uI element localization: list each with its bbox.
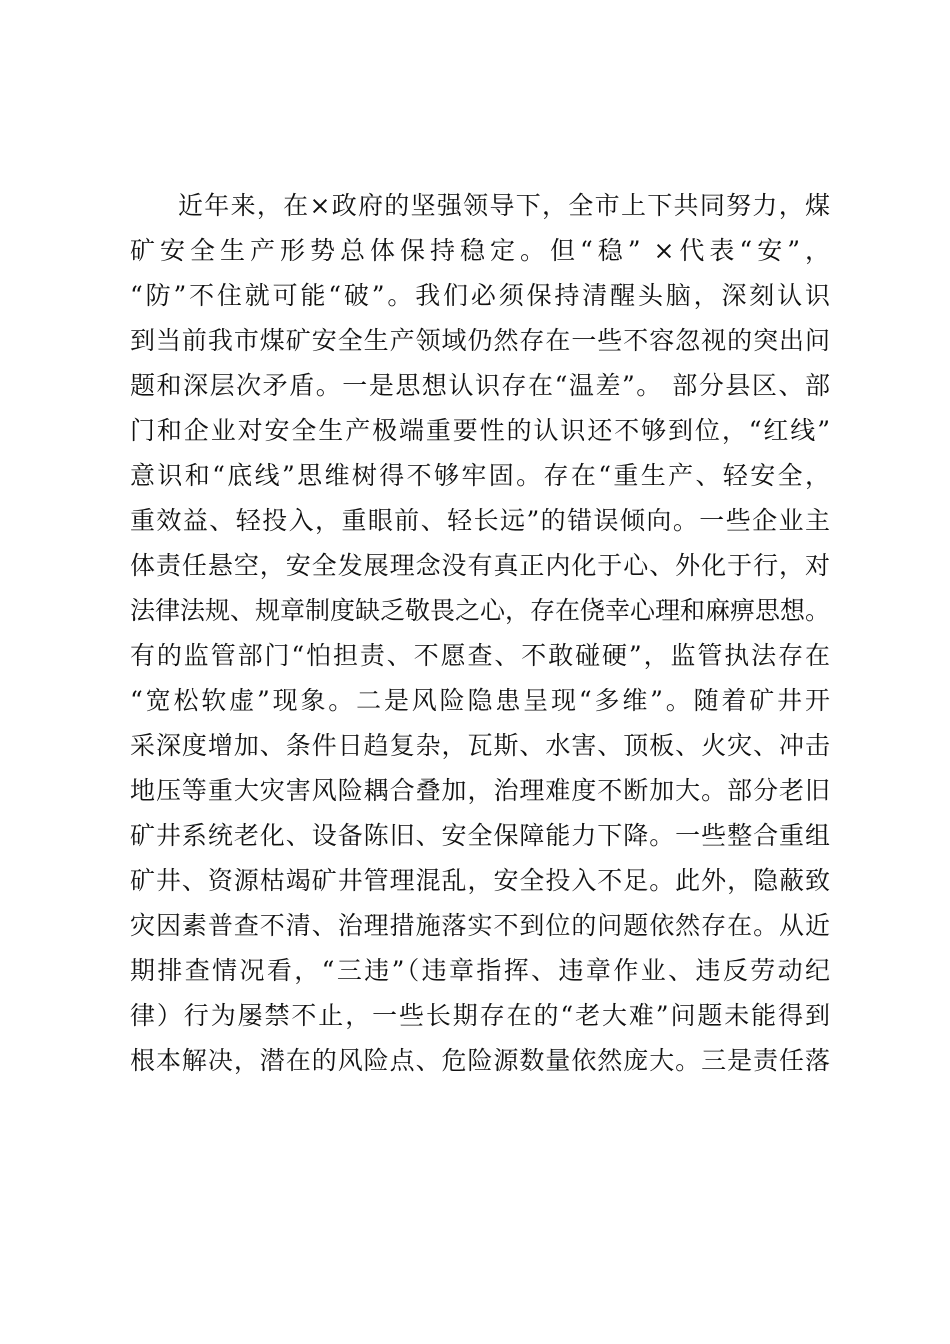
paragraph-line: 体责任悬空，安全发展理念没有真正内化于心、外化于行，对 [130,551,830,580]
paragraph-line: 期排查情况看，“三违”（违章指挥、违章作业、违反劳动纪 [130,956,830,985]
paragraph-line: 门和企业对安全生产极端重要性的认识还不够到位，“红线” [130,416,830,445]
paragraph-line: 矿井系统老化、设备陈旧、安全保障能力下降。一些整合重组 [130,821,830,850]
body-paragraph [130,183,830,1083]
paragraph-line: 到当前我市煤矿安全生产领域仍然存在一些不容忽视的突出问 [130,326,830,355]
paragraph-line: 矿井、资源枯竭矿井管理混乱，安全投入不足。此外，隐蔽致 [130,866,830,895]
paragraph-line: 采深度增加、条件日趋复杂，瓦斯、水害、顶板、火灾、冲击 [130,731,830,760]
paragraph-line: “宽松软虚”现象。二是风险隐患呈现“多维”。随着矿井开 [130,686,830,715]
paragraph-line: 重效益、轻投入，重眼前、轻长远”的错误倾向。一些企业主 [130,506,830,535]
paragraph-line: 题和深层次矛盾。一是思想认识存在“温差”。 部分县区、部 [130,371,830,400]
paragraph-line: “防”不住就可能“破”。我们必须保持清醒头脑，深刻认识 [130,281,830,310]
paragraph-line: 地压等重大灾害风险耦合叠加，治理难度不断加大。部分老旧 [130,776,830,805]
paragraph-line: 有的监管部门“怕担责、不愿查、不敢碰硬”，监管执法存在 [130,641,830,670]
paragraph-line: 近年来，在×政府的坚强领导下，全市上下共同努力，煤 [178,191,830,220]
paragraph-line: 法律法规、规章制度缺乏敬畏之心，存在侥幸心理和麻痹思想。 [130,596,831,625]
paragraph-line: 律）行为屡禁不止，一些长期存在的“老大难”问题未能得到 [130,1001,830,1030]
paragraph-line: 意识和“底线”思维树得不够牢固。存在“重生产、轻安全， [130,461,830,490]
paragraph-line: 矿安全生产形势总体保持稳定。但“稳” ×代表“安”， [130,236,830,265]
paragraph-line: 根本解决，潜在的风险点、危险源数量依然庞大。三是责任落 [130,1046,830,1075]
paragraph-line: 灾因素普查不清、治理措施落实不到位的问题依然存在。从近 [130,911,830,940]
